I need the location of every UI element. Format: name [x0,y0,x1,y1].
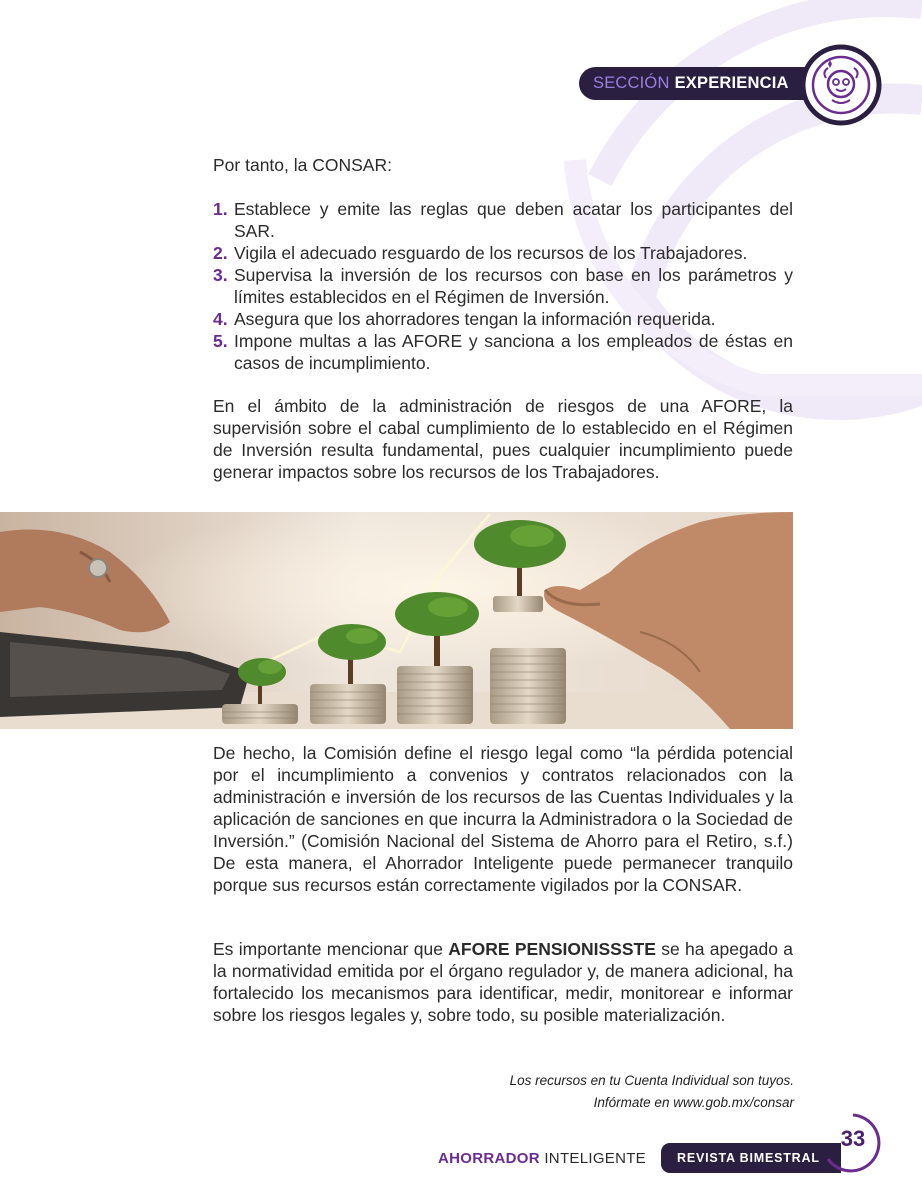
section-badge [579,67,831,100]
afore-name: AFORE PENSIONISSSTE [448,939,656,959]
list-number: 2. [213,243,228,263]
magazine-badge: REVISTA BIMESTRAL [661,1143,841,1173]
list-item [213,242,793,264]
paragraph-pensionissste [213,938,793,1026]
page-number: 33 [840,1126,866,1151]
footnote [380,1070,794,1114]
list-number: 5. [213,331,228,351]
footnote-link-line: Infórmate en www.gob.mx/consar [593,1095,794,1110]
brand-rest: INTELIGENTE [539,1150,646,1167]
section-label-bold: EXPERIENCIA [674,74,789,92]
list-item [213,330,793,374]
list-item [213,308,793,330]
paragraph-legal-risk: De hecho, la Comisión define el riesgo legal como “la pérdida potencial por el incumplimiento a convenios y contratos relacionados con la administración e inversión de los recursos de las Cuentas Individuales y la aplicación de sanciones en que incurra la Administradora o la Sociedad de Inversión.” (Comisión Nacional del Sistema de Ahorro para el Retiro, s.f.) De esta manera, el Ahorrador Inteligente puede permanecer tranquilo porque sus recursos están correctamente vigilados por la CONSAR. [213,743,793,895]
list-number: 3. [213,265,228,285]
list-item [213,264,793,308]
list-text: Establece y emite las reglas que deben acatar los participantes del SAR. [234,199,793,241]
intro-text: Por tanto, la CONSAR: [213,155,392,175]
coins-trees-photo [0,512,793,729]
list-text: Asegura que los ahorradores tengan la información requerida. [234,309,716,329]
footnote-line: Los recursos en tu Cuenta Individual son tuyos. [509,1073,794,1088]
brand-bold: AHORRADOR [438,1150,540,1167]
list-text: Vigila el adecuado resguardo de los recursos de los Trabajadores. [234,243,748,263]
paragraph-text: Es importante mencionar que [213,939,449,959]
consar-functions-list [213,198,793,374]
list-number: 1. [213,199,228,219]
list-text: Supervisa la inversión de los recursos con base en los parámetros y límites establecidos en el Régimen de Inversión. [234,265,793,307]
section-label-light: SECCIÓN [593,74,670,92]
mascot-logo-icon [798,42,884,128]
paragraph-text: se ha apegado a la normatividad emitida por el órgano regulador y, de manera adicional, ha fortalecido los mecanismos para identificar, medir, monitorear e informar sobre los riesgos legales y, sobre todo, su posible materialización. [213,939,793,1025]
list-number: 4. [213,309,228,329]
list-text: Impone multas a las AFORE y sanciona a los empleados de éstas en casos de incumplimiento. [234,331,793,373]
magazine-brand [438,1150,646,1167]
paragraph-risk-supervision: En el ámbito de la administración de riesgos de una AFORE, la supervisión sobre el cabal cumplimiento de lo establecido en el Régimen de Inversión resulta fundamental, pues cualquier incumplimiento puede generar impactos sobre los recursos de los Trabajadores. [213,396,793,482]
list-item [213,198,793,242]
